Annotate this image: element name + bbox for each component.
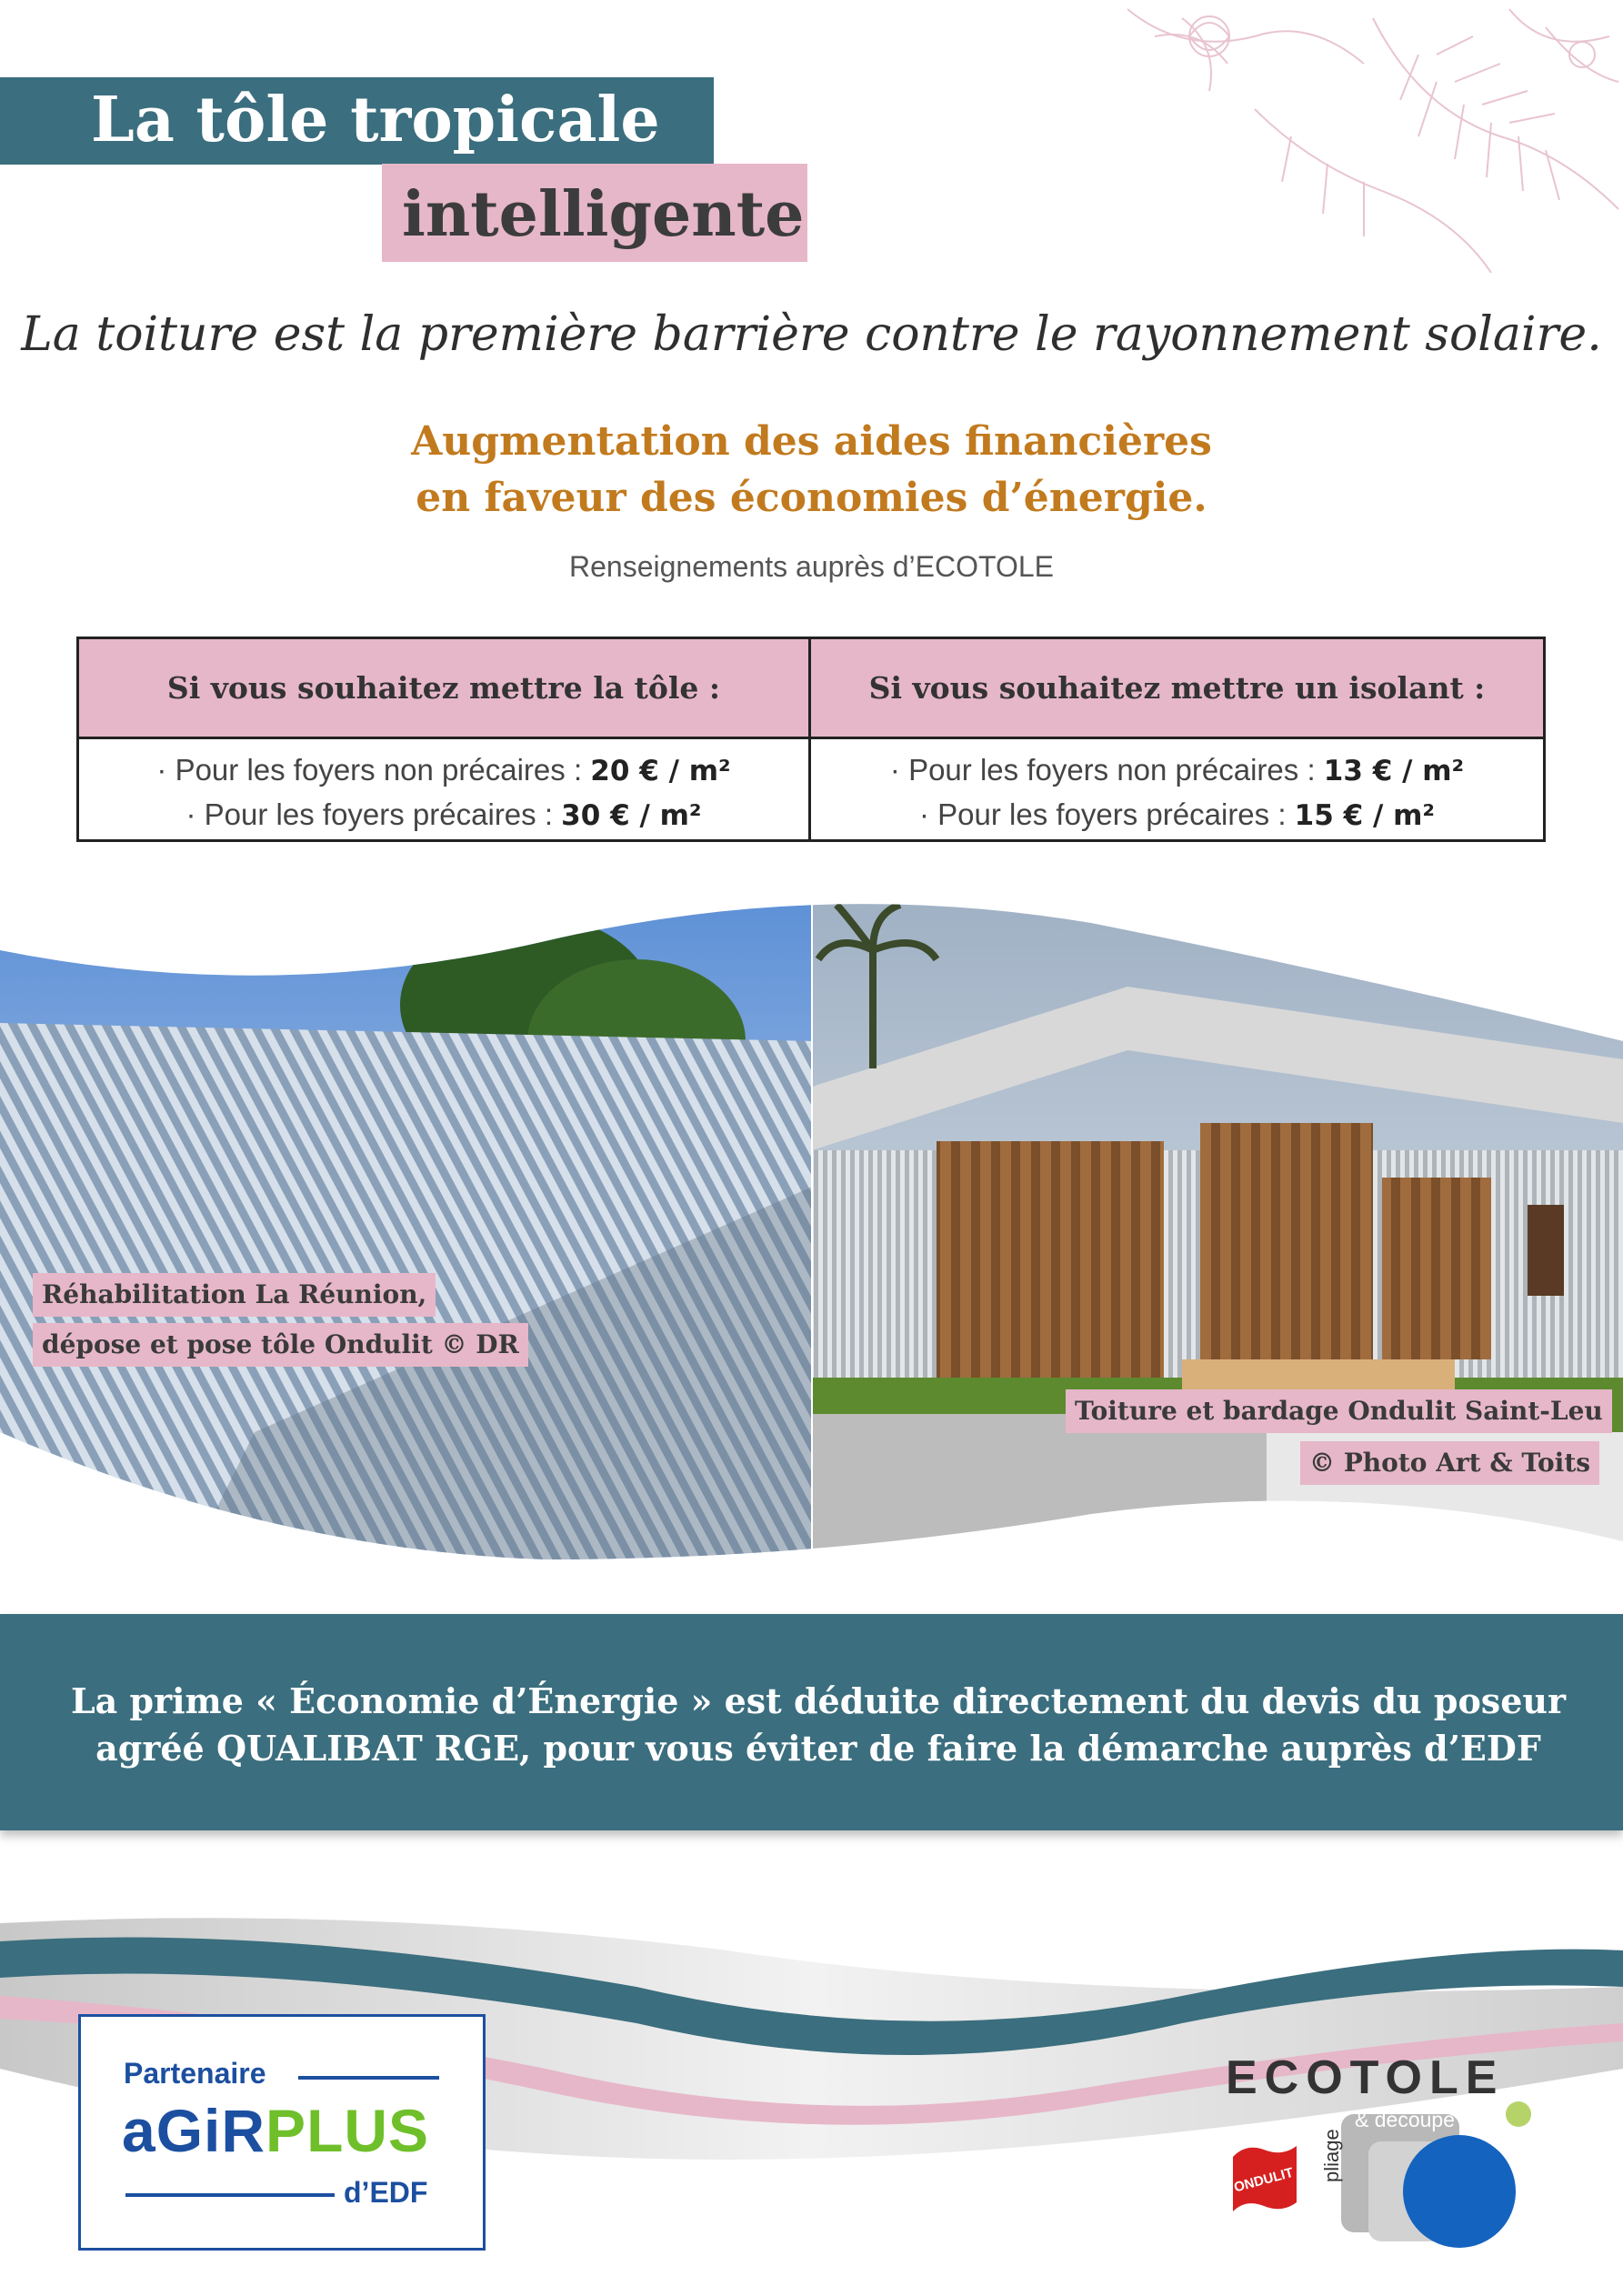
ondulit-logo (1227, 2139, 1302, 2219)
agir-plus-logo (122, 2096, 429, 2165)
svg-text:ONDULIT: ONDULIT (1232, 2164, 1296, 2196)
subheading-line1: Augmentation des aides financières (411, 418, 1212, 465)
aid-row-value: 15 € / m² (1294, 799, 1435, 832)
aid-column-isolant (811, 639, 1543, 839)
aid-row (811, 748, 1543, 793)
aid-row-value: 13 € / m² (1323, 755, 1465, 787)
aid-row-label: · Pour les foyers non précaires : (889, 753, 1324, 787)
agir-text: aGiR (122, 2097, 266, 2164)
wooden-slats (937, 1141, 1164, 1378)
block-wall (812, 1414, 1267, 1578)
aid-row-label: · Pour les foyers précaires : (919, 797, 1295, 831)
aid-row-value: 30 € / m² (561, 799, 702, 832)
banner-line1: La prime « Économie d’Énergie » est déduite directement du devis du poseur (70, 1680, 1567, 1721)
pliage-text: pliage (1320, 2129, 1343, 2182)
plus-text: PLUS (265, 2097, 430, 2164)
partner-rule (298, 2076, 439, 2080)
right-caption-line1: Toiture et bardage Ondulit Saint-Leu (1066, 1389, 1612, 1433)
floral-decoration (1073, 0, 1623, 273)
wooden-slats (1200, 1123, 1373, 1378)
banner-line2: agréé QUALIBAT RGE, pour vous éviter de faire la démarche auprès d’EDF (95, 1728, 1541, 1769)
aid-row-label: · Pour les foyers précaires : (185, 797, 562, 831)
column-header: Si vous souhaitez mettre un isolant : (811, 639, 1543, 739)
right-caption-line2: © Photo Art & Toits (1300, 1441, 1599, 1485)
aid-table (76, 637, 1546, 842)
subheading (0, 414, 1623, 526)
slogan: La toiture est la première barrière contre le rayonnement solaire. (21, 307, 1602, 362)
wooden-slats (1382, 1178, 1491, 1359)
aid-row (79, 748, 808, 793)
left-caption-line1: Réhabilitation La Réunion, (33, 1273, 436, 1317)
prime-banner-text (27, 1678, 1609, 1772)
info-text: Renseignements auprès d’ECOTOLE (568, 550, 1054, 583)
ecotole-logo: ECOTOLE (1226, 2051, 1505, 2104)
partner-rule (125, 2193, 335, 2197)
column-header: Si vous souhaitez mettre la tôle : (79, 639, 808, 739)
aid-row-label: · Pour les foyers non précaires : (156, 753, 591, 787)
decoupe-text: & découpe (1355, 2108, 1455, 2131)
subheading-line2: en faveur des économies d’énergie. (416, 475, 1207, 521)
aid-column-tole (79, 639, 811, 839)
aid-row-value: 20 € / m² (590, 755, 731, 787)
page-title-line1: La tôle tropicale (91, 84, 660, 156)
column-body (811, 739, 1543, 837)
left-caption-line2: dépose et pose tôle Ondulit © DR (33, 1323, 528, 1367)
window (1528, 1205, 1564, 1296)
page-title-line2: intelligente (402, 178, 805, 251)
aid-row (79, 793, 808, 837)
partner-label: Partenaire (124, 2057, 266, 2090)
aid-row (811, 793, 1543, 837)
partner-suffix: d’EDF (344, 2176, 428, 2209)
column-body (79, 739, 808, 837)
